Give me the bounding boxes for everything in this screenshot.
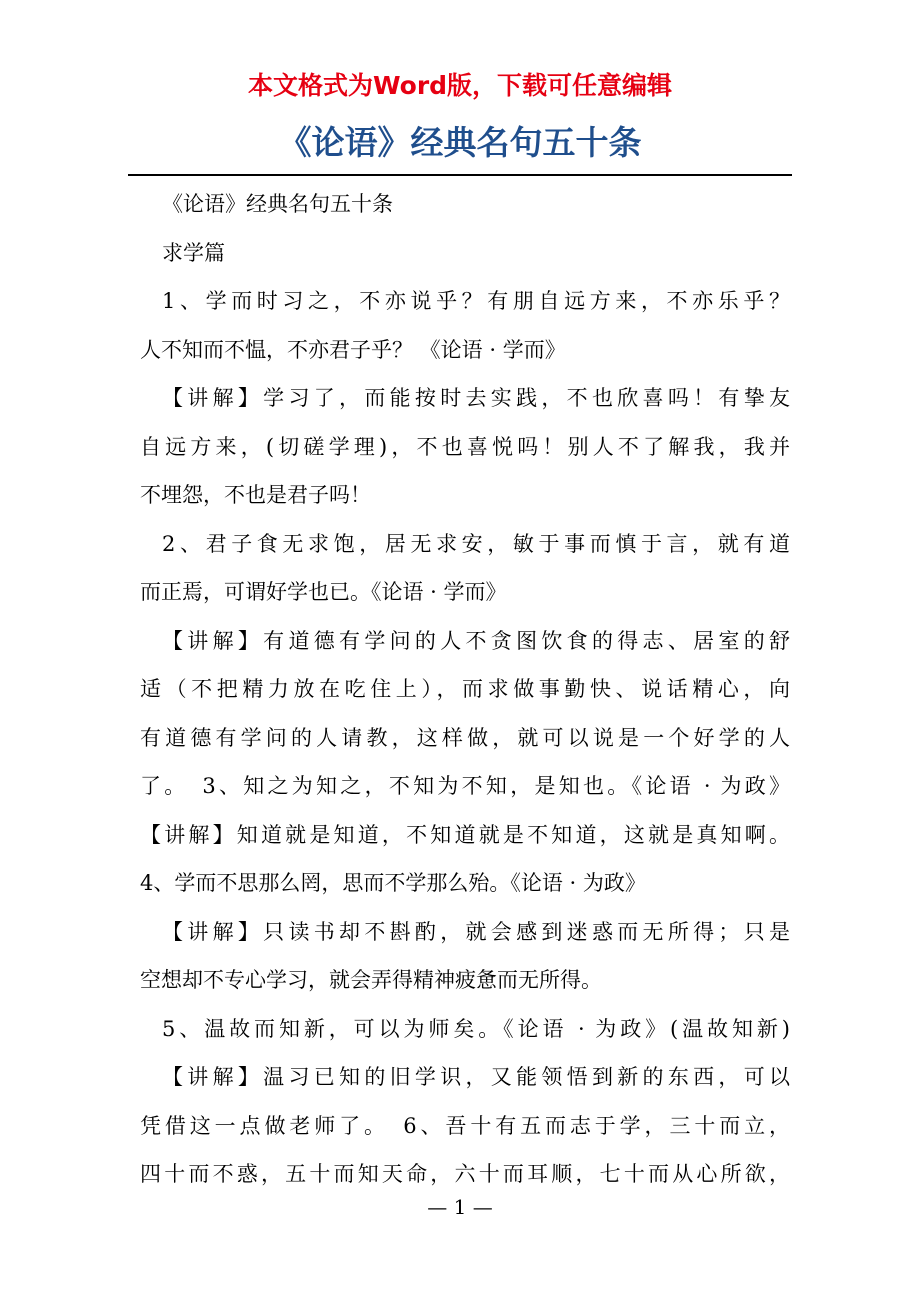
- title-divider: [128, 174, 792, 176]
- text-line: 【讲解】有道德有学问的人不贪图饮食的得志、居室的舒: [162, 628, 790, 653]
- document-body: [140, 180, 790, 1199]
- page-number: — 1 —: [427, 1195, 493, 1219]
- text-line: 不埋怨，不也是君子吗！: [140, 483, 371, 507]
- text-line: 【讲解】知道就是知道，不知道就是不知道，这就是真知啊。: [140, 822, 790, 847]
- text-line: 4、学而不思那么罔，思而不学那么殆。《论语 · 为政》: [140, 871, 646, 895]
- text-line: 自远方来，(切磋学理)，不也喜悦吗！别人不了解我，我并: [140, 434, 790, 459]
- format-notice-banner: 本文格式为Word版，下载可任意编辑: [247, 71, 673, 100]
- text-line: 四十而不惑，五十而知天命，六十而耳顺，七十而从心所欲，: [140, 1162, 790, 1186]
- text-line: 人不知而不愠，不亦君子乎？ 《论语 · 学而》: [140, 337, 566, 362]
- document-title: 《论语》经典名句五十条: [278, 123, 642, 162]
- section-heading: 求学篇: [162, 240, 225, 265]
- text-line: 【讲解】学习了，而能按时去实践，不也欣喜吗！有挚友: [162, 386, 790, 410]
- text-line: 而正焉，可谓好学也已。《论语 · 学而》: [140, 580, 507, 604]
- text-line: 1、学而时习之，不亦说乎？有朋自远方来，不亦乐乎？: [162, 289, 790, 313]
- text-line: 2、君子食无求饱，居无求安，敏于事而慎于言，就有道: [162, 531, 790, 556]
- text-line: 有道德有学问的人请教，这样做，就可以说是一个好学的人: [140, 725, 790, 750]
- text-line: 【讲解】温习已知的旧学识，又能领悟到新的东西，可以: [162, 1065, 790, 1089]
- text-line: 凭借这一点做老师了。 6、吾十有五而志于学，三十而立，: [140, 1113, 790, 1138]
- body-heading: 《论语》经典名句五十条: [162, 192, 393, 216]
- text-line: 5、温故而知新，可以为师矣。《论语 · 为政》(温故知新): [162, 1016, 790, 1041]
- text-line: 空想却不专心学习，就会弄得精神疲惫而无所得。: [140, 968, 602, 992]
- text-line: 适（不把精力放在吃住上），而求做事勤快、说话精心，向: [140, 677, 790, 701]
- text-line: 【讲解】只读书却不斟酌，就会感到迷惑而无所得；只是: [162, 919, 790, 944]
- text-line: 了。 3、知之为知之，不知为不知，是知也。《论语 · 为政》: [140, 774, 790, 798]
